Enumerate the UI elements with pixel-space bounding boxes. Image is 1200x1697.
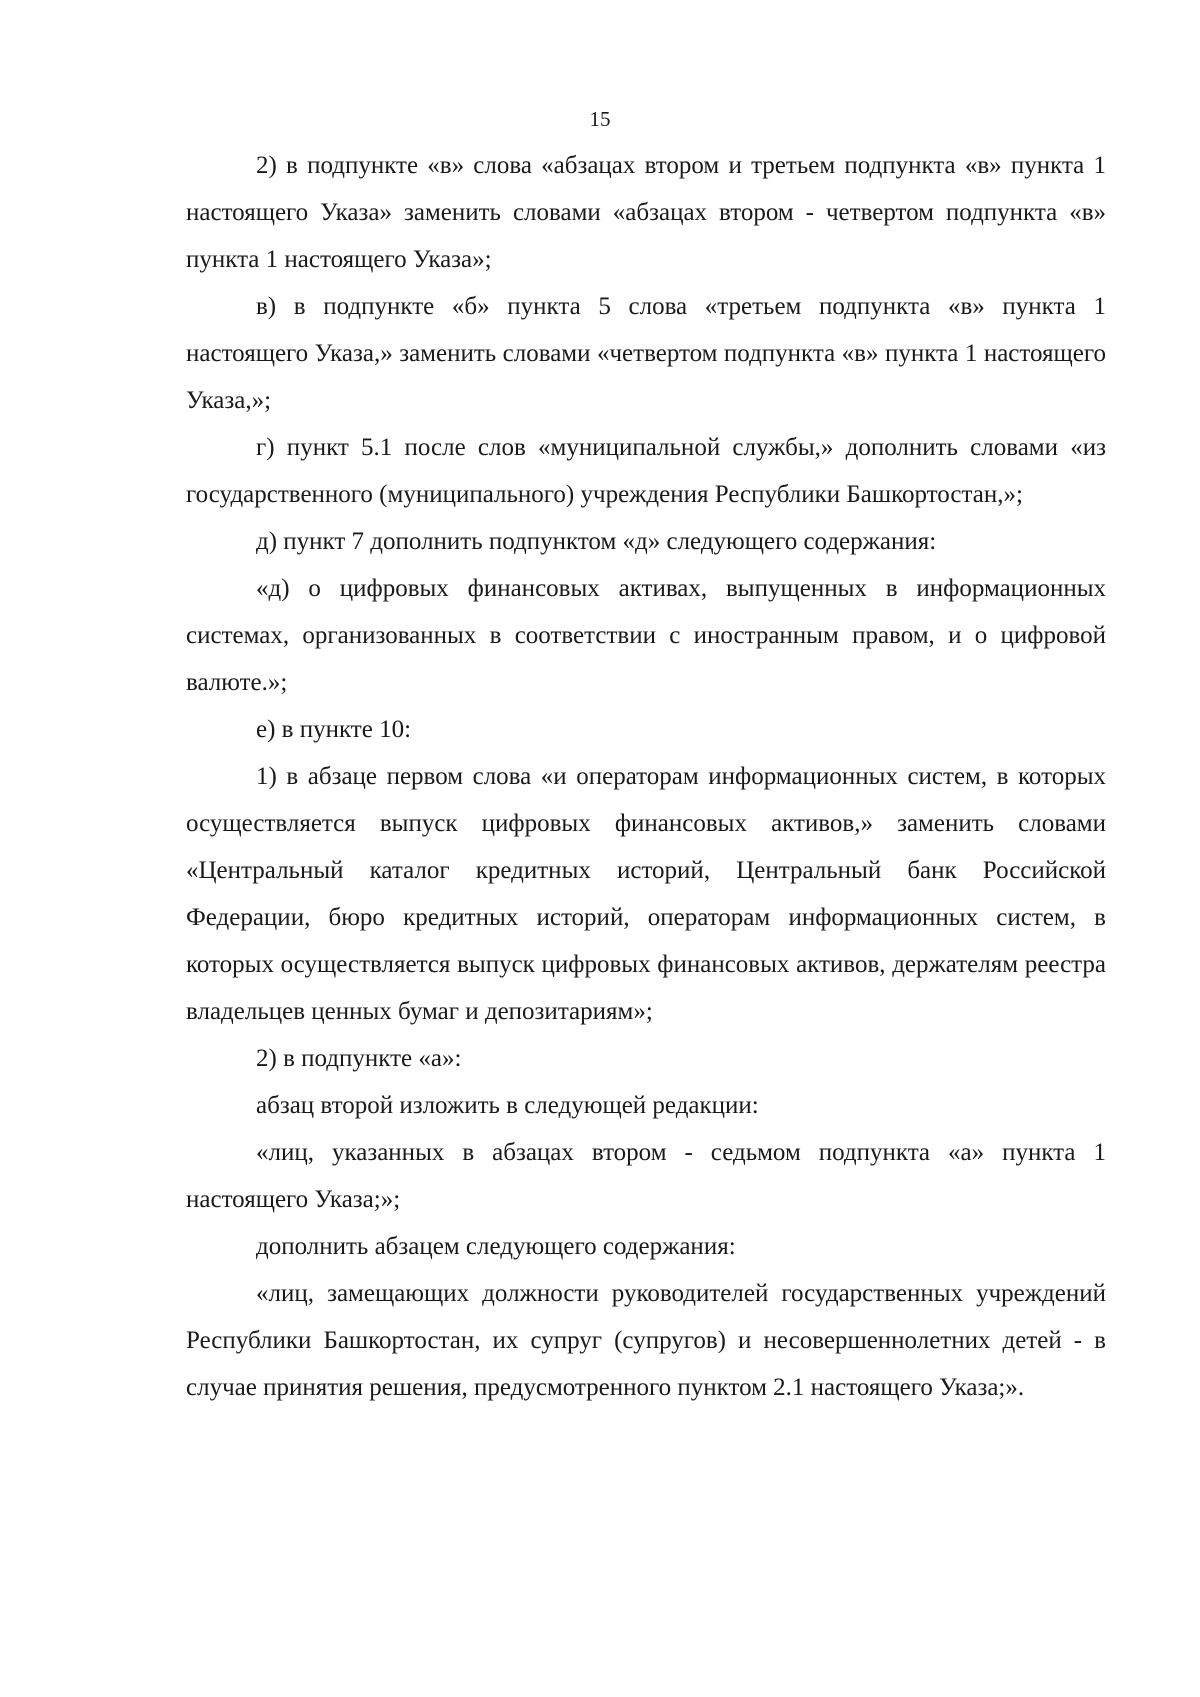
paragraph-quote-lits: «лиц, указанных в абзацах втором - седьмом подпункта «а» пункта 1 настоящего Указа;»; (186, 1139, 1106, 1213)
paragraph-subitem-2: 2) в подпункте «а»: (256, 1045, 462, 1072)
paragraph-item-e: е) в пункте 10: (256, 716, 412, 743)
paragraph-second-abzac: абзац второй изложить в следующей редакции: (256, 1092, 759, 1119)
paragraph-amend-v-subpoint: 2) в подпункте «в» слова «абзацах втором и третьем подпункта «в» пункта 1 настоящего Указа» заменить словами «абзацах втором - четвертом подпункта «в» пункта 1 настоящего Указа»; (186, 152, 1106, 273)
paragraph-item-v: в) в подпункте «б» пункта 5 слова «третьем подпункта «в» пункта 1 настоящего Указа,» заменить словами «четвертом подпункта «в» пункта 1 настоящего Указа,»; (186, 293, 1106, 414)
paragraph-quote-d: «д) о цифровых финансовых активах, выпущенных в информационных системах, организованных в соответствии с иностранным правом, и о цифровой валюте.»; (186, 575, 1106, 696)
paragraph-item-d: д) пункт 7 дополнить подпунктом «д» следующего содержания: (256, 528, 937, 555)
page-number: 15 (589, 107, 611, 131)
document-body (186, 142, 1106, 1411)
paragraph-quote-heads: «лиц, замещающих должности руководителей государственных учреждений Республики Башкортостан, их супруг (супругов) и несовершеннолетних детей - в случае принятия решения, предусмотренного пунктом 2.1 настоящего Указа;». (186, 1280, 1106, 1401)
paragraph-add-abzac: дополнить абзацем следующего содержания: (256, 1233, 736, 1260)
paragraph-subitem-1: 1) в абзаце первом слова «и операторам информационных систем, в которых осуществляется выпуск цифровых финансовых активов,» заменить словами «Центральный каталог кредитных историй, Центральный банк Российской Федерации, бюро кредитных историй, операторам информационных систем, в которых осуществляется выпуск цифровых финансовых активов, держателям реестра владельцев ценных бумаг и депозитариям»; (186, 763, 1106, 1025)
paragraph-item-g: г) пункт 5.1 после слов «муниципальной службы,» дополнить словами «из государственного (муниципального) учреждения Республики Башкортостан,»; (186, 434, 1106, 508)
